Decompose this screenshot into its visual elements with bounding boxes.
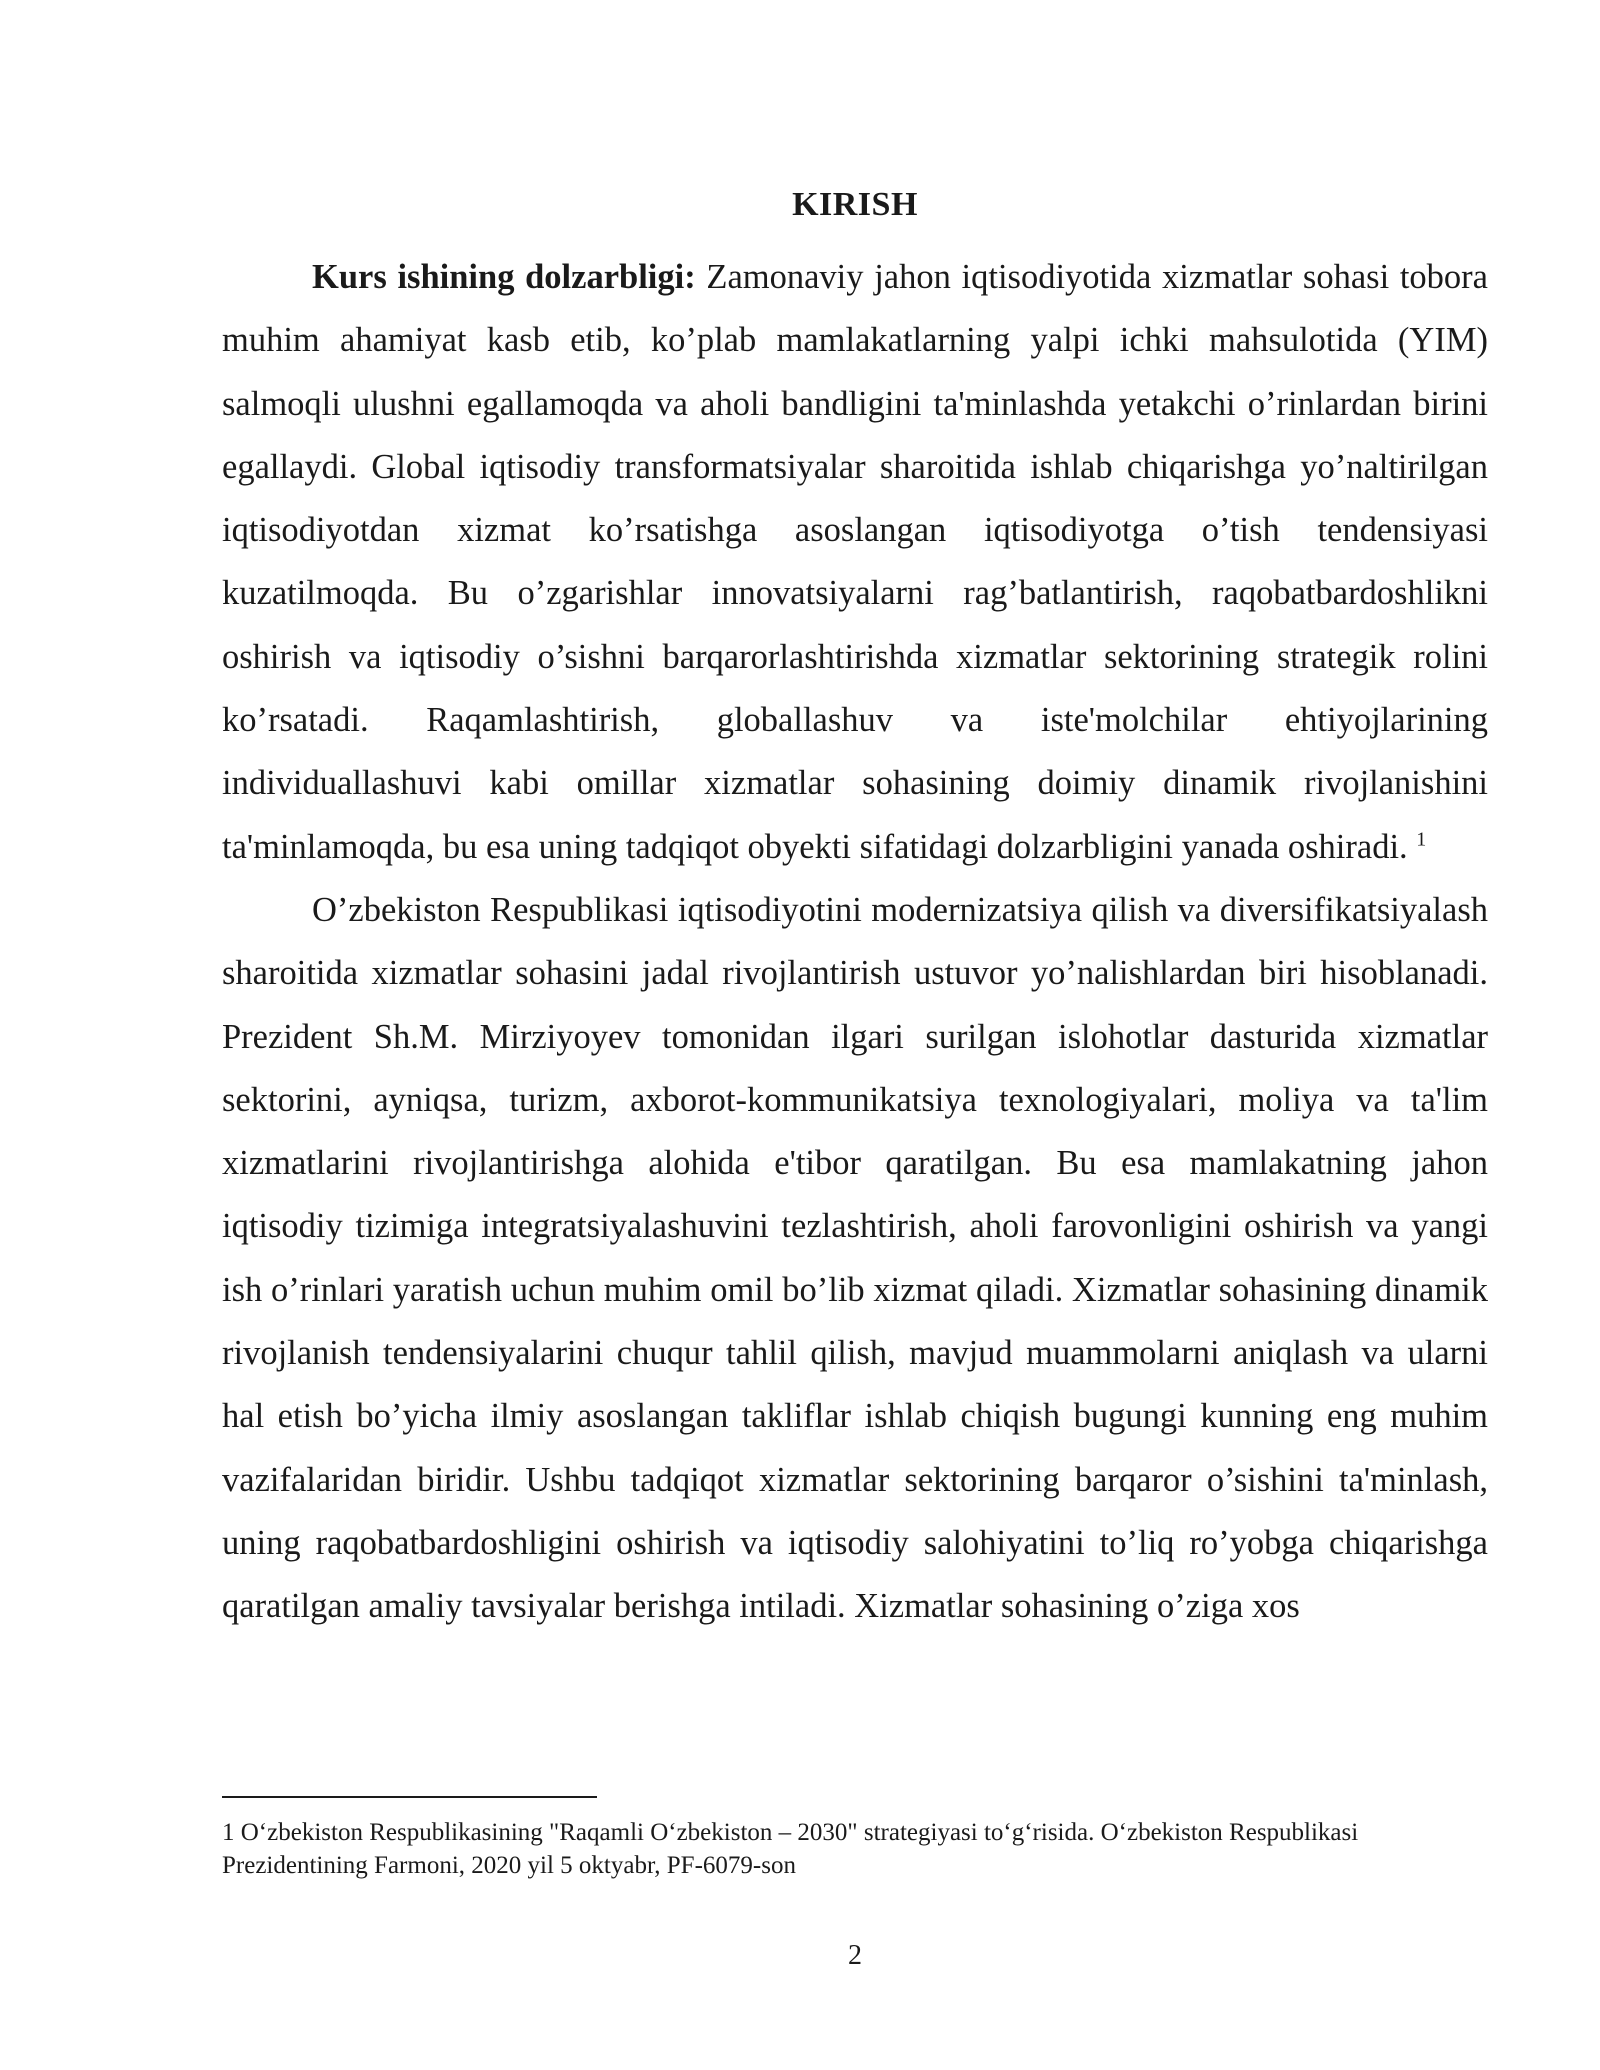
page-number: 2 bbox=[848, 1940, 862, 1971]
section-title: KIRISH bbox=[792, 186, 918, 223]
footnote-reference: 1 bbox=[1416, 828, 1427, 851]
footnote: 1 O‘zbekiston Respublikasining "Raqamli O‘zbekiston – 2030" strategiyasi to‘g‘risida. O‘zbekiston Respublikasi Prezidentining Farmoni, 2020 yil 5 oktyabr, PF-6079-son bbox=[222, 1819, 1359, 1879]
paragraph-uzbekistan: O’zbekiston Respublikasi iqtisodiyotini modernizatsiya qilish va diversifikatsiyalash sharoitida xizmatlar sohasini jadal rivojlantirish ustuvor yo’nalishlardan biri hisoblanadi. Prezident Sh.M. Mirziyoyev tomonidan ilgari surilgan islohotlar dasturida xizmatlar sektorini, ayniqsa, turizm, axborot-kommunikatsiya texnologiyalari, moliya va ta'lim xizmatlarini rivojlantirishga alohida e'tibor qaratilgan. Bu esa mamlakatning jahon iqtisodiy tizimiga integratsiyalashuvini tezlashtirish, aholi farovonligini oshirish va yangi ish o’rinlari yaratish uchun muhim omil bo’lib xizmat qiladi. Xizmatlar sohasining dinamik rivojlanish tendensiyalarini chuqur tahlil qilish, mavjud muammolarni aniqlash va ularni hal etish bo’yicha ilmiy asoslangan takliflar ishlab chiqish bugungi kunning eng muhim vazifalaridan biridir. Ushbu tadqiqot xizmatlar sektorining barqaror o’sishini ta'minlash, uning raqobatbardoshligini oshirish va iqtisodiy salohiyatini to’liq ro’yobga chiqarishga qaratilgan amaliy tavsiyalar berishga intiladi. Xizmatlar sohasining o’ziga xos bbox=[222, 890, 1488, 1626]
body-text bbox=[222, 246, 1488, 1639]
paragraph-relevance bbox=[222, 246, 1488, 879]
footnote-separator bbox=[222, 1796, 597, 1798]
paragraph-lead: Kurs ishining dolzarbligi: bbox=[312, 258, 696, 296]
paragraph-text: Zamonaviy jahon iqtisodiyotida xizmatlar sohasi tobora muhim ahamiyat kasb etib, ko’plab mamlakatlarning yalpi ichki mahsulotida (YIM) salmoqli ulushni egallamoqda va aholi bandligini ta'minlashda yetakchi o’rinlardan birini egallaydi. Global iqtisodiy transformatsiyalar sharoitida ishlab chiqarishga yo’naltirilgan iqtisodiyotdan xizmat ko’rsatishga asoslangan iqtisodiyotga o’tish tendensiyasi kuzatilmoqda. Bu o’zgarishlar innovatsiyalarni rag’batlantirish, raqobatbardoshlikni oshirish va iqtisodiy o’sishni barqarorlashtirishda xizmatlar sektorining strategik rolini ko’rsatadi. Raqamlashtirish, globallashuv va iste'molchilar ehtiyojlarining individuallashuvi kabi omillar xizmatlar sohasining doimiy dinamik rivojlanishini ta'minlamoqda, bu esa uning tadqiqot obyekti sifatidagi dolzarbligini yanada oshiradi. bbox=[222, 258, 1488, 866]
